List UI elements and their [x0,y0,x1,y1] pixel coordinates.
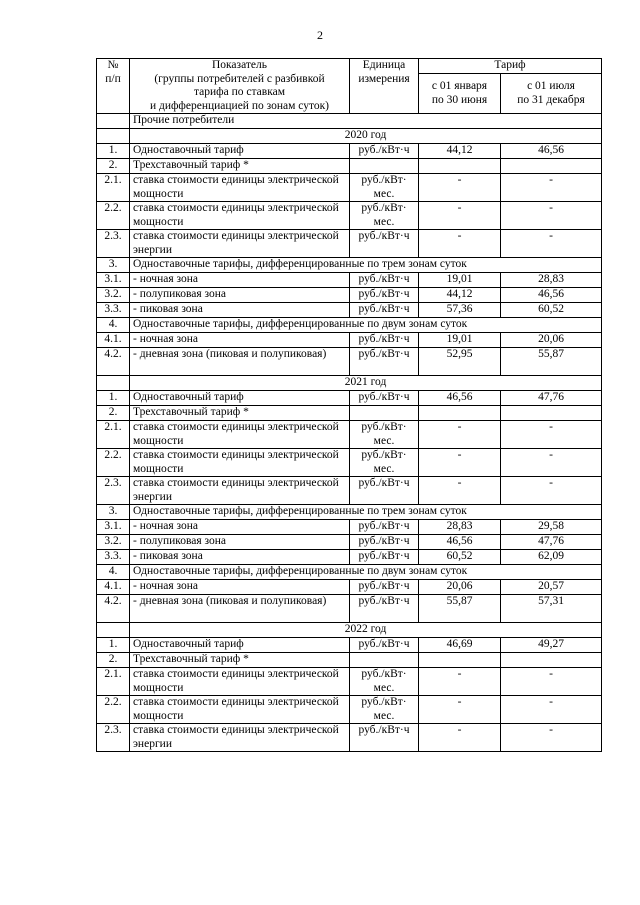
tariff-h2-cell: 55,87 [501,348,602,376]
tariff-table [96,58,602,752]
tariff-h2-cell: 47,76 [501,535,602,550]
tariff-h1-cell: - [419,668,501,696]
row-number: 4.1. [97,580,130,595]
tariff-h1-cell: 46,56 [419,391,501,406]
row-number: 2. [97,653,130,668]
row-number: 4. [97,318,130,333]
row-number: 1. [97,638,130,653]
row-number: 2.2. [97,202,130,230]
unit-cell: руб./кВт·ч [350,230,419,258]
tariff-h2-cell: 20,06 [501,333,602,348]
indicator-cell: - ночная зона [130,333,350,348]
tariff-h2-cell: - [501,724,602,752]
tariff-h2-cell: - [501,230,602,258]
table-row [97,477,602,505]
indicator-cell: Трехставочный тариф * [130,159,350,174]
year-num-cell [97,623,130,638]
indicator-cell: - пиковая зона [130,303,350,318]
unit-cell [350,406,419,421]
unit-cell: руб./кВт·ч [350,550,419,565]
indicator-cell: ставка стоимости единицы электрической мощности [130,696,350,724]
indicator-cell: Трехставочный тариф * [130,653,350,668]
unit-cell: руб./кВт·ч [350,520,419,535]
tariff-h1-cell: 46,56 [419,535,501,550]
unit-cell: руб./кВт·ч [350,144,419,159]
indicator-cell: Одноставочный тариф [130,638,350,653]
row-number: 2.1. [97,421,130,449]
row-number: 2.3. [97,230,130,258]
table-row [97,144,602,159]
table-row [97,653,602,668]
unit-cell: руб./кВт·ч [350,477,419,505]
row-number: 2. [97,406,130,421]
tariff-h2-cell: - [501,668,602,696]
section-title: Одноставочные тарифы, дифференцированные по двум зонам суток [130,565,602,580]
unit-cell: руб./кВт·ч [350,391,419,406]
row-number: 3.3. [97,303,130,318]
unit-cell: руб./кВт·ч [350,535,419,550]
row-number: 1. [97,391,130,406]
table-row [97,449,602,477]
indicator-cell: ставка стоимости единицы электрической энергии [130,230,350,258]
row-number: 2.1. [97,668,130,696]
row-number: 3.1. [97,520,130,535]
table-row [97,202,602,230]
section-row [97,258,602,273]
indicator-cell: ставка стоимости единицы электрической энергии [130,477,350,505]
year-row [97,129,602,144]
year-num-cell [97,376,130,391]
row-number: 2.1. [97,174,130,202]
section-row [97,318,602,333]
table-row [97,288,602,303]
unit-cell: руб./кВт·ч [350,638,419,653]
row-number: 2.3. [97,724,130,752]
tariff-h2-cell: - [501,696,602,724]
tariff-h2-cell: - [501,202,602,230]
year-num-cell [97,129,130,144]
page-number: 2 [317,28,323,42]
indicator-cell: Одноставочный тариф [130,144,350,159]
unit-cell: руб./кВт· мес. [350,421,419,449]
indicator-cell: ставка стоимости единицы электрической энергии [130,724,350,752]
table-row [97,230,602,258]
section-row [97,505,602,520]
tariff-h2-cell: 62,09 [501,550,602,565]
tariff-h2-cell: - [501,421,602,449]
row-number: 3.2. [97,288,130,303]
tariff-h2-cell: - [501,174,602,202]
indicator-cell: - дневная зона (пиковая и полупиковая) [130,595,350,623]
indicator-cell: Одноставочный тариф [130,391,350,406]
indicator-cell: - дневная зона (пиковая и полупиковая) [130,348,350,376]
header-period-1: с 01 января по 30 июня [419,74,501,114]
tariff-h1-cell: 57,36 [419,303,501,318]
tariff-h2-cell: 57,31 [501,595,602,623]
tariff-h1-cell: - [419,421,501,449]
year-label: 2021 год [130,376,602,391]
section-row [97,565,602,580]
row-number: 2.3. [97,477,130,505]
tariff-h2-cell: 60,52 [501,303,602,318]
section-title: Одноставочные тарифы, дифференцированные по трем зонам суток [130,505,602,520]
table-row [97,303,602,318]
table-row [97,273,602,288]
indicator-cell: - пиковая зона [130,550,350,565]
tariff-h1-cell: - [419,174,501,202]
unit-cell: руб./кВт· мес. [350,668,419,696]
tariff-h2-cell: 46,56 [501,288,602,303]
year-label: 2022 год [130,623,602,638]
unit-cell: руб./кВт·ч [350,333,419,348]
section-title: Одноставочные тарифы, дифференцированные по двум зонам суток [130,318,602,333]
indicator-cell: - полупиковая зона [130,535,350,550]
table-row [97,333,602,348]
indicator-cell: - ночная зона [130,520,350,535]
header-indicator: Показатель (группы потребителей с разбивкой тарифа по ставкам и дифференциацией по зонам суток) [130,59,350,114]
unit-cell: руб./кВт· мес. [350,174,419,202]
year-row [97,623,602,638]
indicator-cell: ставка стоимости единицы электрической мощности [130,202,350,230]
tariff-h1-cell: 20,06 [419,580,501,595]
unit-cell [350,653,419,668]
tariff-h1-cell: 55,87 [419,595,501,623]
tariff-h1-cell: 44,12 [419,144,501,159]
unit-cell [350,159,419,174]
tariff-h2-cell: 20,57 [501,580,602,595]
indicator-cell: ставка стоимости единицы электрической мощности [130,668,350,696]
tariff-h1-cell [419,653,501,668]
year-label: 2020 год [130,129,602,144]
row-number: 3.2. [97,535,130,550]
tariff-h1-cell [419,159,501,174]
row-number: 4.1. [97,333,130,348]
row-number: 3.3. [97,550,130,565]
tariff-h2-cell: 28,83 [501,273,602,288]
header-period-2: с 01 июля по 31 декабря [501,74,602,114]
table-row [97,595,602,623]
tariff-h2-cell: - [501,477,602,505]
row-number: 3. [97,505,130,520]
indicator-cell: Трехставочный тариф * [130,406,350,421]
tariff-h1-cell: - [419,477,501,505]
tariff-h1-cell: - [419,449,501,477]
tariff-h2-cell: 47,76 [501,391,602,406]
table-row [97,159,602,174]
unit-cell: руб./кВт·ч [350,724,419,752]
row-number: 4. [97,565,130,580]
indicator-cell: - ночная зона [130,273,350,288]
tariff-h2-cell [501,159,602,174]
unit-cell: руб./кВт· мес. [350,202,419,230]
tariff-h1-cell: 44,12 [419,288,501,303]
header-tariff: Тариф [419,59,602,74]
table-row [97,174,602,202]
table-row [97,520,602,535]
row-number: 4.2. [97,595,130,623]
unit-cell: руб./кВт·ч [350,595,419,623]
indicator-cell: - полупиковая зона [130,288,350,303]
tariff-h1-cell: 52,95 [419,348,501,376]
tariff-h1-cell: 46,69 [419,638,501,653]
tariff-h1-cell: - [419,696,501,724]
indicator-cell: ставка стоимости единицы электрической мощности [130,421,350,449]
unit-cell: руб./кВт·ч [350,303,419,318]
row-number: 1. [97,144,130,159]
indicator-cell: ставка стоимости единицы электрической мощности [130,174,350,202]
row-number: 2.2. [97,696,130,724]
table-row [97,348,602,376]
tariff-h1-cell: - [419,230,501,258]
section-title: Одноставочные тарифы, дифференцированные по трем зонам суток [130,258,602,273]
indicator-cell: - ночная зона [130,580,350,595]
table-row [97,668,602,696]
unit-cell: руб./кВт·ч [350,580,419,595]
row-number: 3. [97,258,130,273]
tariff-h2-cell [501,653,602,668]
tariff-h2-cell: 49,27 [501,638,602,653]
year-row [97,376,602,391]
table-row [97,696,602,724]
table-row [97,391,602,406]
unit-cell: руб./кВт· мес. [350,449,419,477]
tariff-h2-cell: - [501,449,602,477]
group-num-cell [97,114,130,129]
table-row [97,406,602,421]
row-number: 2.2. [97,449,130,477]
table-row [97,421,602,449]
tariff-h2-cell: 46,56 [501,144,602,159]
tariff-h1-cell: 19,01 [419,273,501,288]
tariff-h1-cell: 28,83 [419,520,501,535]
table-row [97,535,602,550]
tariff-h1-cell: - [419,202,501,230]
table-row [97,580,602,595]
unit-cell: руб./кВт·ч [350,273,419,288]
tariff-h1-cell: - [419,724,501,752]
table-row [97,550,602,565]
table-row [97,724,602,752]
tariff-h1-cell: 19,01 [419,333,501,348]
unit-cell: руб./кВт·ч [350,348,419,376]
group-title: Прочие потребители [130,114,602,129]
row-number: 4.2. [97,348,130,376]
unit-cell: руб./кВт· мес. [350,696,419,724]
row-number: 2. [97,159,130,174]
tariff-h1-cell: 60,52 [419,550,501,565]
row-number: 3.1. [97,273,130,288]
indicator-cell: ставка стоимости единицы электрической мощности [130,449,350,477]
unit-cell: руб./кВт·ч [350,288,419,303]
header-num: № п/п [97,59,130,114]
table-row [97,638,602,653]
header-unit: Единица измерения [350,59,419,114]
tariff-h2-cell: 29,58 [501,520,602,535]
tariff-h1-cell [419,406,501,421]
tariff-h2-cell [501,406,602,421]
